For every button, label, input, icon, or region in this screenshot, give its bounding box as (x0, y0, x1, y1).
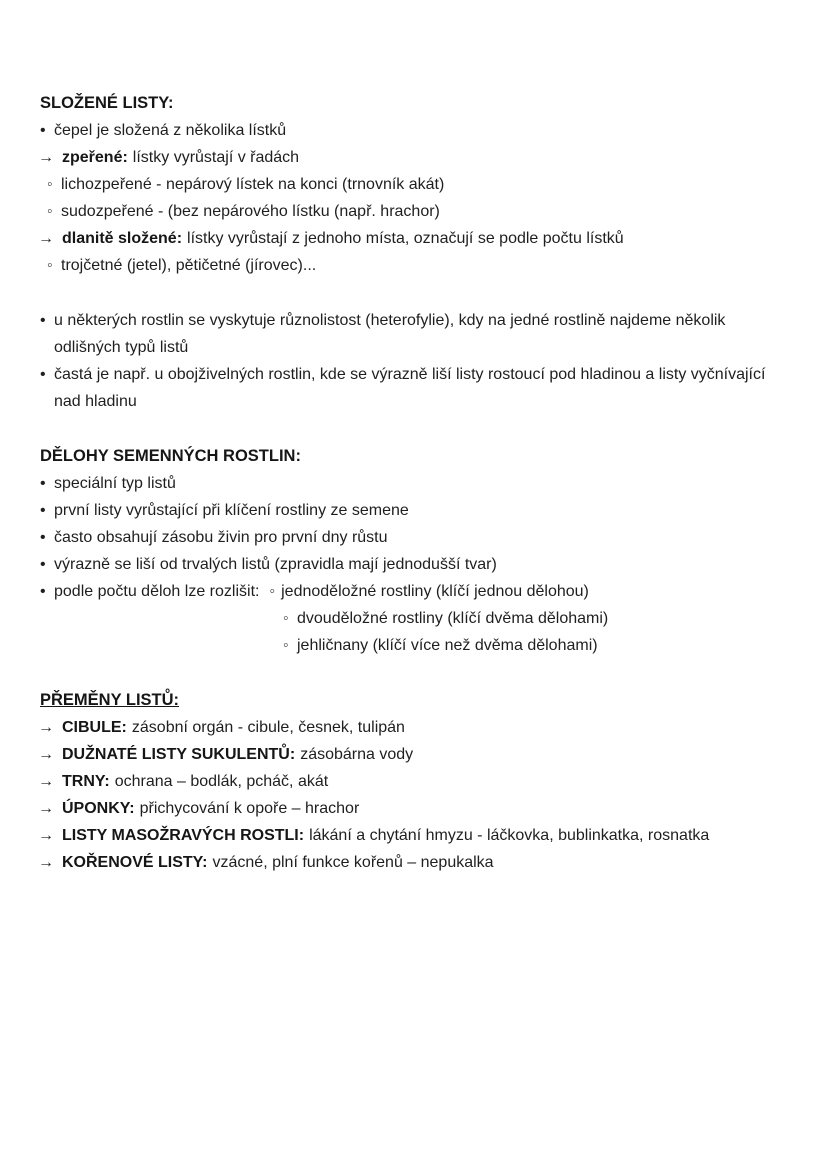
text-line (40, 497, 790, 524)
line-content (62, 714, 790, 741)
text-line (40, 578, 790, 605)
arrow-marker: → (38, 854, 54, 871)
text-line (40, 144, 790, 171)
section (40, 687, 790, 876)
arrow-marker: → (38, 719, 54, 736)
line-content (297, 605, 790, 632)
line-label: TRNY: (62, 773, 110, 790)
arrow-marker: → (38, 746, 54, 763)
section (40, 307, 790, 415)
circle-marker: ◦ (283, 637, 289, 654)
arrow-marker: → (38, 800, 54, 817)
text-line (40, 361, 790, 415)
circle-marker: ◦ (283, 610, 289, 627)
line-text: přichycování k opoře – hrachor (139, 800, 360, 817)
circle-marker: ◦ (47, 257, 53, 274)
arrow-marker: → (38, 827, 54, 844)
section-heading: DĚLOHY SEMENNÝCH ROSTLIN: (40, 447, 301, 465)
line-label: ÚPONKY: (62, 800, 135, 817)
text-line (40, 198, 790, 225)
line-content (62, 144, 790, 171)
section (40, 90, 790, 279)
text-line (40, 551, 790, 578)
text-line (40, 252, 790, 279)
bullet-marker: • (40, 122, 46, 139)
circle-marker: ◦ (269, 583, 276, 600)
line-text: lichozpeřené - nepárový lístek na konci (trnovník akát) (61, 176, 445, 193)
line-label: DUŽNATÉ LISTY SUKULENTŮ: (62, 746, 296, 763)
arrow-marker: → (38, 230, 54, 247)
line-text: častá je např. u obojživelných rostlin, kde se výrazně liší listy rostoucí pod hladinou a listy vyčnívající nad hladinu (54, 366, 766, 410)
text-line (40, 524, 790, 551)
text-line (40, 714, 790, 741)
line-text: lákání a chytání hmyzu - láčkovka, bublinkatka, rosnatka (309, 827, 710, 844)
text-line (40, 795, 790, 822)
line-label: dlanitě složené: (62, 230, 183, 247)
line-text: vzácné, plní funkce kořenů – nepukalka (212, 854, 494, 871)
line-text: lístky vyrůstají v řadách (132, 149, 300, 166)
line-text: dvouděložné rostliny (klíčí dvěma dělohami) (297, 610, 609, 627)
text-line (40, 632, 790, 659)
line-text: speciální typ listů (54, 475, 176, 492)
text-line (40, 117, 790, 144)
bullet-marker: • (40, 583, 46, 600)
line-text: často obsahují zásobu živin pro první dny růstu (54, 529, 388, 546)
line-label: zpeřené: (62, 149, 128, 166)
line-content (54, 470, 790, 497)
arrow-marker: → (38, 773, 54, 790)
line-text: zásobárna vody (300, 746, 414, 763)
line-content (54, 524, 790, 551)
bullet-marker: • (40, 529, 46, 546)
line-label: KOŘENOVÉ LISTY: (62, 854, 208, 871)
line-text: čepel je složená z několika lístků (54, 122, 287, 139)
text-line (40, 741, 790, 768)
text-line (40, 171, 790, 198)
line-text: u některých rostlin se vyskytuje různolistost (heterofylie), kdy na jedné rostlině najdeme několik odlišných typů listů (54, 312, 726, 356)
line-content (61, 171, 790, 198)
text-line (40, 849, 790, 876)
line-text: jednoděložné rostliny (klíčí jednou dělohou) (281, 583, 589, 600)
text-line (40, 822, 790, 849)
section (40, 443, 790, 659)
line-content (54, 578, 790, 605)
line-text: první listy vyrůstající při klíčení rostliny ze semene (54, 502, 409, 519)
line-content (297, 632, 790, 659)
line-content (62, 822, 790, 849)
text-line (40, 768, 790, 795)
line-content (62, 225, 790, 252)
circle-marker: ◦ (47, 176, 53, 193)
line-content (54, 307, 790, 361)
section-heading: SLOŽENÉ LISTY: (40, 94, 174, 112)
line-text: podle počtu děloh lze rozlišit: (54, 583, 260, 600)
line-text: jehličnany (klíčí více než dvěma dělohami) (297, 637, 598, 654)
bullet-marker: • (40, 312, 46, 329)
bullet-marker: • (40, 366, 46, 383)
line-text: výrazně se liší od trvalých listů (zpravidla mají jednodušší tvar) (54, 556, 497, 573)
text-line (40, 225, 790, 252)
line-text: zásobní orgán - cibule, česnek, tulipán (131, 719, 405, 736)
bullet-marker: • (40, 556, 46, 573)
text-line (40, 470, 790, 497)
text-line (40, 307, 790, 361)
arrow-marker: → (38, 149, 54, 166)
line-text: lístky vyrůstají z jednoho místa, označují se podle počtu lístků (187, 230, 624, 247)
line-content (62, 741, 790, 768)
section-heading: PŘEMĚNY LISTŮ: (40, 691, 180, 709)
line-content (54, 551, 790, 578)
line-content (54, 497, 790, 524)
line-content (62, 768, 790, 795)
line-label: CIBULE: (62, 719, 127, 736)
line-content (61, 252, 790, 279)
line-content (62, 795, 790, 822)
bullet-marker: • (40, 502, 46, 519)
line-text: trojčetné (jetel), pětičetné (jírovec)... (61, 257, 317, 274)
line-content (62, 849, 790, 876)
text-line (40, 605, 790, 632)
line-text: ochrana – bodlák, pcháč, akát (114, 773, 329, 790)
circle-marker: ◦ (47, 203, 53, 220)
line-content (54, 117, 790, 144)
line-content (54, 361, 790, 415)
line-content (61, 198, 790, 225)
line-label: LISTY MASOŽRAVÝCH ROSTLI: (62, 827, 305, 844)
bullet-marker: • (40, 475, 46, 492)
line-text: sudozpeřené - (bez nepárového lístku (např. hrachor) (61, 203, 440, 220)
